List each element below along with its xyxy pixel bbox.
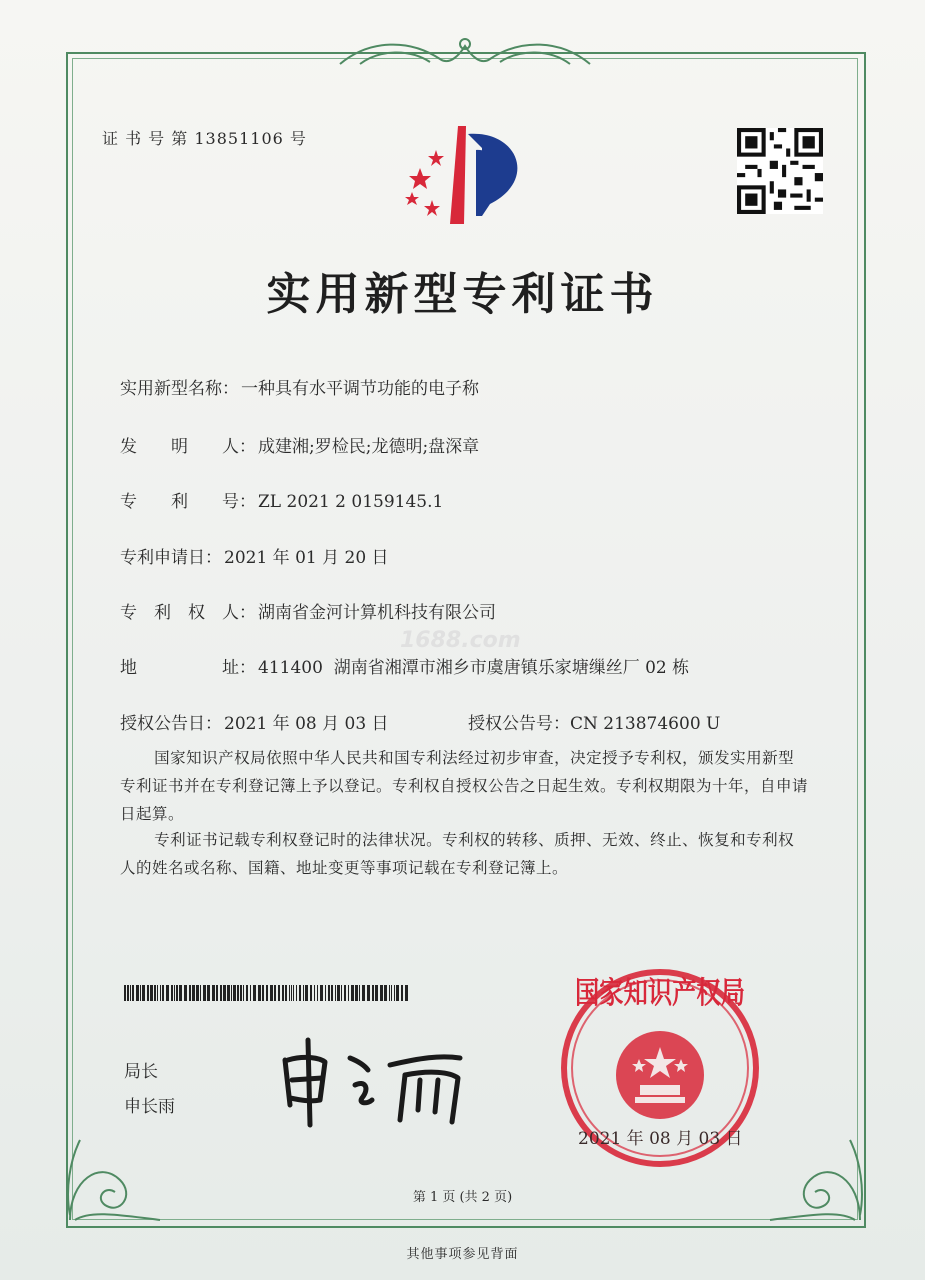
bottom-left-ornament-icon [60,1120,170,1230]
field-value: CN 213874600 U [570,714,721,734]
field-value: 411400 湖南省湘潭市湘乡市虞唐镇乐家塘缫丝厂 02 栋 [258,658,690,678]
field-patent-number [120,487,443,512]
director-title: 局长 [124,1062,158,1082]
field-label: 授权公告号： [468,714,570,734]
field-value: 2021 年 08 月 03 日 [224,714,389,734]
field-label: 地 址： [120,658,256,678]
page-number: 第 1 页 (共 2 页) [412,1190,513,1205]
watermark: 1688.com [400,628,521,653]
field-inventors [120,432,479,457]
field-label: 实用新型名称： [120,379,239,399]
field-value: ZL 2021 2 0159145.1 [258,492,444,512]
field-address [120,653,689,678]
field-label: 发 明 人： [120,437,256,457]
certificate-number-label: 证 书 号 第 [102,129,189,148]
field-label: 专 利 权 人： [120,603,256,623]
field-value: 成建湘;罗检民;龙德明;盘深章 [258,437,480,457]
paragraph-legal-status: 专利证书记载专利权登记时的法律状况。专利权的转移、质押、无效、终止、恢复和专利权人的姓名或名称、国籍、地址变更等事项记载在专利登记簿上。 [120,831,795,877]
seal-date: 2021 年 08 月 03 日 [578,1129,743,1149]
field-application-date [120,543,389,568]
qr-code-icon [737,128,823,214]
footer-note: 其他事项参见背面 [406,1247,519,1262]
director-signature-icon [270,1030,480,1130]
field-announcement-date [120,709,389,734]
page-title: 实用新型专利证书 [266,269,659,320]
bottom-right-ornament-icon [760,1120,870,1230]
director-name: 申长雨 [124,1097,175,1117]
field-value: 一种具有水平调节功能的电子称 [241,379,479,399]
field-utility-model-name [120,374,479,399]
seal-text: 国家知识产权局 [575,976,745,1011]
field-patentee [120,598,496,623]
paragraph-grant-statement: 国家知识产权局依照中华人民共和国专利法经过初步审查，决定授予专利权，颁发实用新型专利证书并在专利登记簿上予以登记。专利权自授权公告之日起生效。专利权期限为十年，自申请日起算。 [120,749,809,823]
certificate-number-suffix: 号 [289,129,307,148]
field-value: 湖南省金河计算机科技有限公司 [258,603,496,623]
cnipa-logo-icon [398,120,538,230]
top-ornament-icon [330,34,600,74]
field-label: 专 利 号： [120,492,256,512]
field-announcement-number [468,709,720,734]
field-label: 授权公告日： [120,714,222,734]
certificate-number [102,126,307,149]
barcode-icon [124,985,410,1001]
certificate-number-value: 13851106 [194,129,284,148]
field-value: 2021 年 01 月 20 日 [224,548,389,568]
field-label: 专利申请日： [120,548,222,568]
